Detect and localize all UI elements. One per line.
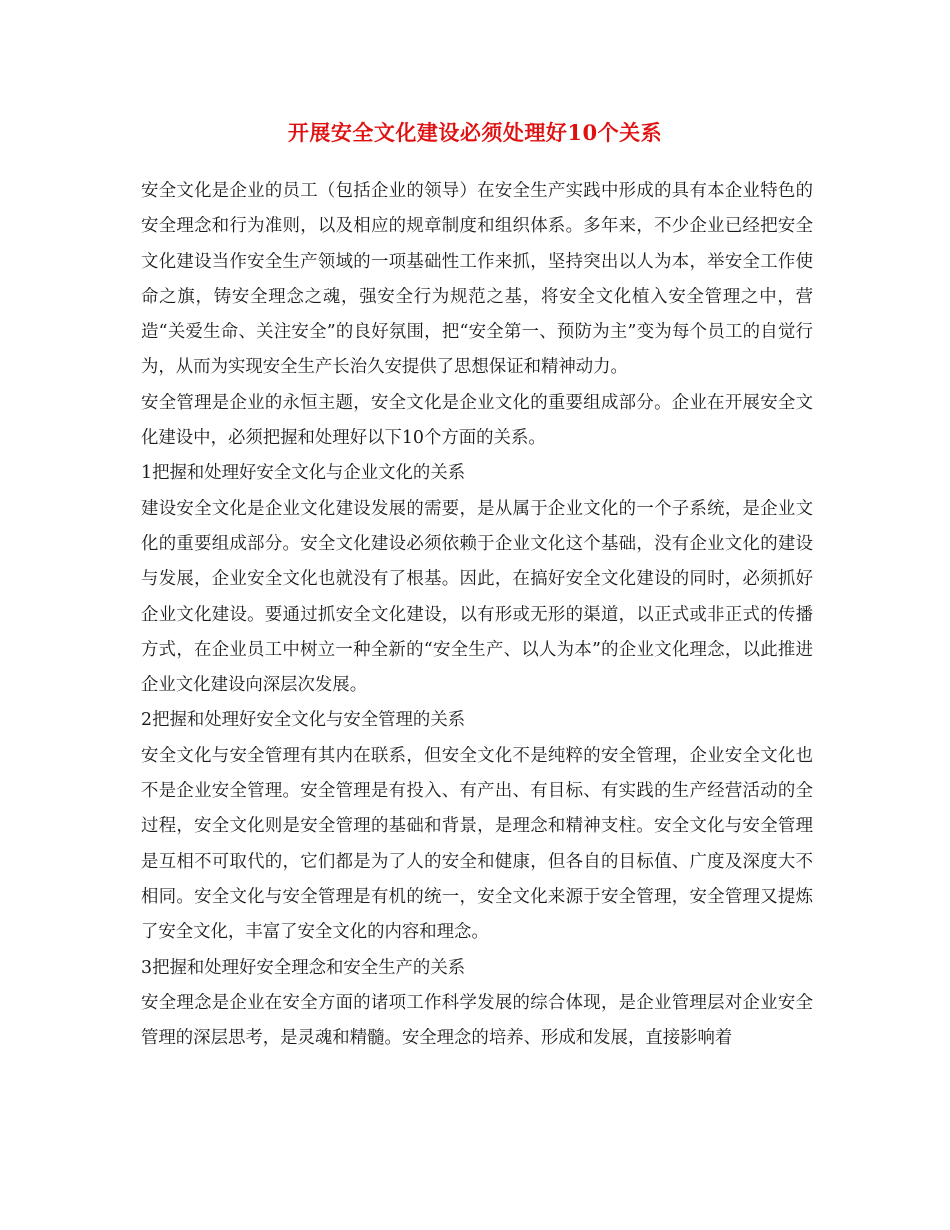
intro-paragraph-2: 安全管理是企业的永恒主题，安全文化是企业文化的重要组成部分。企业在开展安全文化建设中，必须把握和处理好以下10个方面的关系。	[141, 392, 813, 449]
section-3-body: 安全理念是企业在安全方面的诸项工作科学发展的综合体现，是企业管理层对企业安全管理的深层思考，是灵魂和精髓。安全理念的培养、形成和发展，直接影响着	[141, 992, 813, 1049]
section-1-body: 建设安全文化是企业文化建设发展的需要，是从属于企业文化的一个子系统，是企业文化的重要组成部分。安全文化建设必须依赖于企业文化这个基础，没有企业文化的建设与发展，企业安全文化也就没有了根基。因此，在搞好安全文化建设的同时，必须抓好企业文化建设。要通过抓安全文化建设，以有形或无形的渠道，以正式或非正式的传播方式，在企业员工中树立一种全新的“安全生产、以人为本”的企业文化理念，以此推进企业文化建设向深层次发展。	[141, 498, 813, 696]
section-3-heading: 3把握和处理好安全理念和安全生产的关系	[141, 957, 466, 978]
document-body	[141, 174, 813, 1056]
section-1-heading: 1把握和处理好安全文化与企业文化的关系	[141, 463, 466, 484]
section-2-heading: 2把握和处理好安全文化与安全管理的关系	[141, 710, 466, 731]
intro-paragraph-1: 安全文化是企业的员工（包括企业的领导）在安全生产实践中形成的具有本企业特色的安全理念和行为准则，以及相应的规章制度和组织体系。多年来，不少企业已经把安全文化建设当作安全生产领域的一项基础性工作来抓，坚持突出以人为本，举安全工作使命之旗，铸安全理念之魂，强安全行为规范之基，将安全文化植入安全管理之中，营造“关爱生命、关注安全”的良好氛围，把“安全第一、预防为主”变为每个员工的自觉行为，从而为实现安全生产长治久安提供了思想保证和精神动力。	[141, 181, 813, 378]
document-title: 开展安全文化建设必须处理好10个关系	[287, 120, 663, 145]
section-2-body: 安全文化与安全管理有其内在联系，但安全文化不是纯粹的安全管理，企业安全文化也不是企业安全管理。安全管理是有投入、有产出、有目标、有实践的生产经营活动的全过程，安全文化则是安全管理的基础和背景，是理念和精神支柱。安全文化与安全管理是互相不可取代的，它们都是为了人的安全和健康，但各自的目标值、广度及深度大不相同。安全文化与安全管理是有机的统一，安全文化来源于安全管理，安全管理又提炼了安全文化，丰富了安全文化的内容和理念。	[141, 745, 813, 943]
